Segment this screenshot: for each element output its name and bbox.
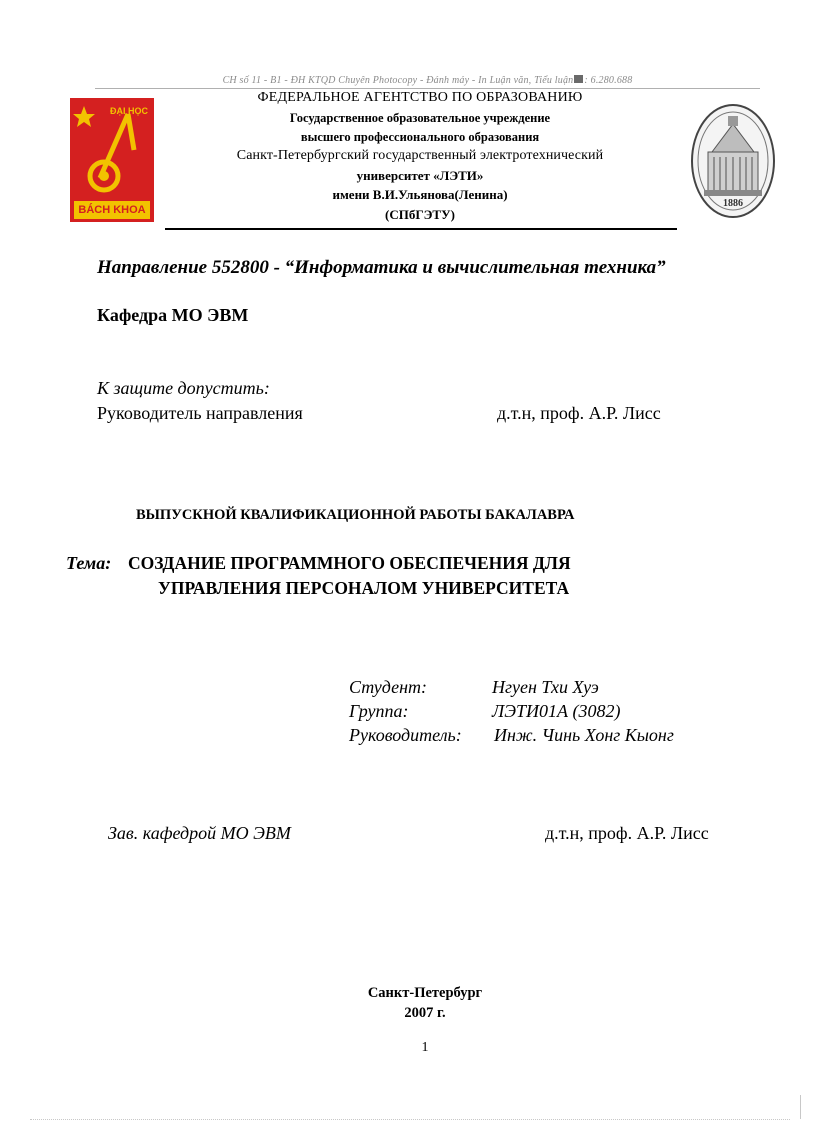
student-value: Нгуен Тхи Хуэ bbox=[492, 677, 599, 697]
topic-line1: СОЗДАНИЕ ПРОГРАММНОГО ОБЕСПЕЧЕНИЯ ДЛЯ bbox=[128, 553, 571, 573]
watermark-text-left: CH số 11 - B1 - ĐH KTQD Chuyên Photocopy - Đánh máy - In Luận văn, Tiểu luận bbox=[222, 75, 574, 86]
approval-label: К защите допустить: bbox=[97, 378, 270, 398]
emblem-year: 1886 bbox=[723, 198, 743, 209]
student-label: Студент: bbox=[349, 677, 427, 697]
group-label: Группа: bbox=[349, 701, 409, 721]
supervisor-value: Инж. Чинь Хонг Кыонг bbox=[494, 725, 674, 745]
education-level: высшего профессионального образования bbox=[300, 130, 540, 144]
watermark-text-right: : 6.280.688 bbox=[584, 75, 633, 86]
approval-name: д.т.н, проф. А.Р. Лисс bbox=[497, 403, 661, 423]
topic-line2: УПРАВЛЕНИЯ ПЕРСОНАЛОМ УНИВЕРСИТЕТА bbox=[158, 578, 570, 598]
group-value: ЛЭТИ01А (3082) bbox=[492, 701, 621, 721]
direction-title: Направление 552800 - “Информатика и вычислительная техника” bbox=[97, 257, 666, 278]
named-after: имени В.И.Ульянова(Ленина) bbox=[332, 187, 508, 202]
text-cursor bbox=[800, 1095, 801, 1119]
logo-top-text: ĐẠI HỌC bbox=[110, 106, 148, 116]
agency-title: ФЕДЕРАЛЬНОЕ АГЕНТСТВО ПО ОБРАЗОВАНИЮ bbox=[257, 90, 583, 105]
logo-bottom-text: BÁCH KHOA bbox=[78, 204, 146, 216]
university-name-line2: университет «ЛЭТИ» bbox=[356, 168, 484, 183]
watermark-line bbox=[95, 74, 760, 89]
department-name: Кафедра МО ЭВМ bbox=[97, 305, 249, 325]
topic-label: Тема: bbox=[66, 553, 112, 573]
footer-city: Санкт-Петербург bbox=[367, 985, 483, 1001]
head-role: Зав. кафедрой МО ЭВМ bbox=[108, 823, 291, 843]
university-abbreviation: (СПбГЭТУ) bbox=[385, 207, 455, 222]
bach-khoa-logo bbox=[70, 98, 154, 222]
institution-type: Государственное образовательное учреждение bbox=[289, 111, 551, 125]
university-name-line1: Санкт-Петербургский государственный электротехнический bbox=[236, 148, 604, 163]
page-bottom-border bbox=[30, 1119, 790, 1120]
footer-year: 2007 г. bbox=[404, 1005, 446, 1021]
phone-icon bbox=[574, 75, 583, 83]
leti-emblem bbox=[690, 102, 776, 220]
header-divider bbox=[165, 228, 677, 230]
head-name: д.т.н, проф. А.Р. Лисс bbox=[545, 823, 709, 843]
supervisor-label: Руководитель: bbox=[349, 725, 462, 745]
page-number: 1 bbox=[421, 1040, 429, 1055]
work-type-title: ВЫПУСКНОЙ КВАЛИФИКАЦИОННОЙ РАБОТЫ БАКАЛАВРА bbox=[136, 507, 575, 523]
approval-role: Руководитель направления bbox=[97, 403, 303, 423]
